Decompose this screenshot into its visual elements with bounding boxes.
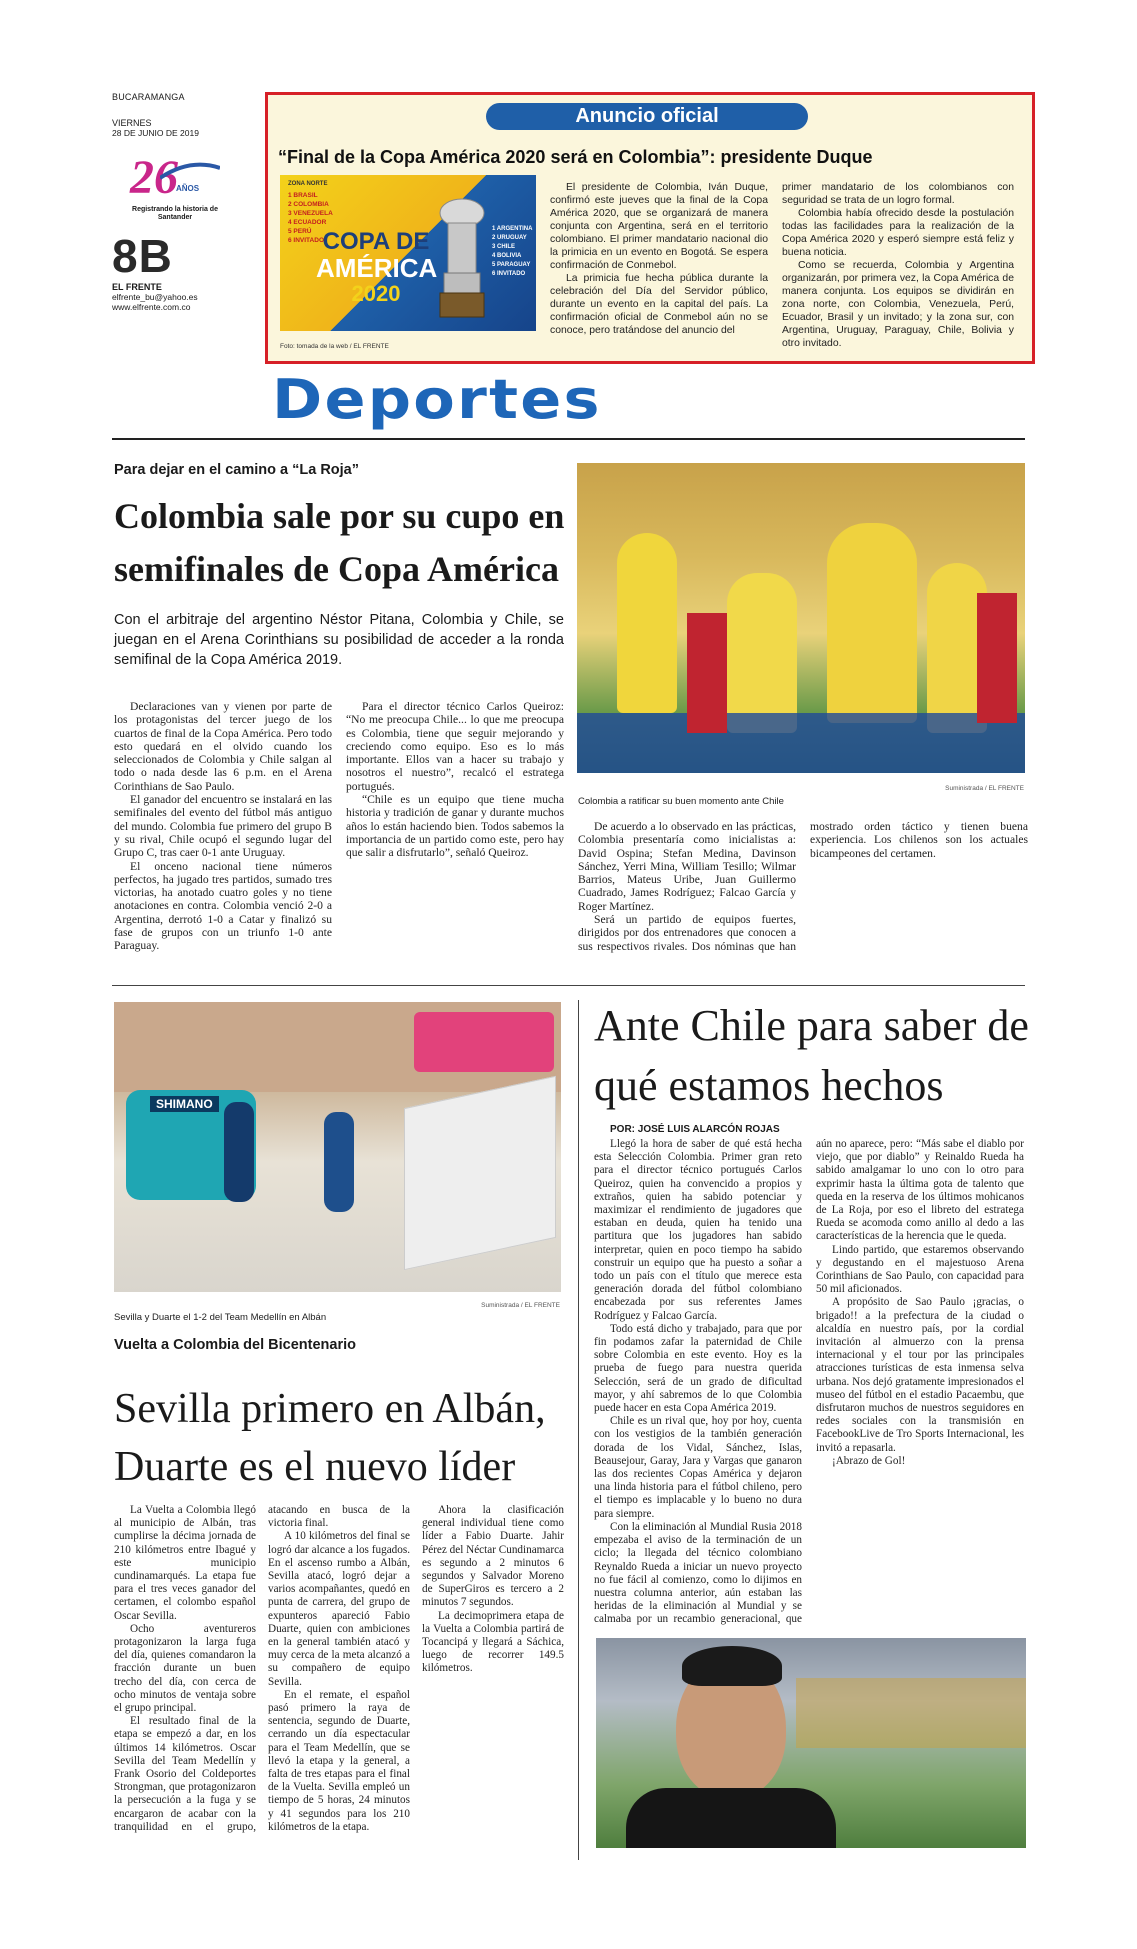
email: elfrente_bu@yahoo.es <box>112 292 198 302</box>
city: BUCARAMANGA <box>112 92 185 102</box>
logo-years: AÑOS <box>176 184 200 193</box>
article3-body: Llegó la hora de saber de qué está hecha esta Selección Colombia. Primer gran reto para el director técnico portugués Carlos Queiroz, quien ha convencido a propios y extraños, quien ha sabido potenciar y maximizar el rendimiento de jugadores que estaban en deuda, quien ha tenido una partitura que los jugadores han sabido interpretar, quien en poco tiempo ha sabido construir un equipo que ha puesto a soñar a todo un país con el título que merece esta generación dorada del fútbol colombiano encabezada por sus referentes James Rodríguez y Falcao García. Todo está dicho y trabajado, para que por fin podamos zafar la paternidad de Chile sobre Colombia en este evento. Hoy es la prueba de fuego para nuestra querida Selección, será de un grado de dificultad mayor, y ahí sabremos de lo que Colombia puede hacer en esta Copa América 2019. Chile es un rival que, hoy por hoy, cuenta con los vestigios de la también generación dorada de los Vidal, Sánchez, Islas, Beausejour, Garay, Jara y Vargas que ganaron las dos recientes Copas América y dejaron una linda historia para el fútbol chileno, pero el tiempo es implacable y lo bueno no dura para siempre. Con la eliminación al Mundial Rusia 2018 empezaba el aviso de la terminación de un ciclo; la llegada del técnico colombiano Reynaldo Rueda a iniciar un nuevo proyecto no fue fácil al comienzo, como lo dijimos en nuestra columna anterior, aún estaban las heridas de la eliminación al Mundial y se calmaba por un recambio generacional, que aún no aparece, pero: “Más sabe el diablo por viejo, que por diablo” y Reinaldo Rueda ha sabido amalgamar lo uno con lo otro para exprimir hasta la última gota de talento que queda en la reserva de los últimos mohicanos de La Roja, por eso el libreto del estratega Rueda se acomoda como anillo al dedo a las características de la herencia que le queda. Lindo partido, que estaremos observando y degustando en el majestuoso Arena Corinthians de Sao Paulo, con capacidad para 50 mil aficionados. A propósito de Sao Paulo ¡gracias, o brigado!! a la prefectura de la ciudad o alcaldía en nuestro país, por la cordial invitación al almuerzo con la prensa internacional y el tour por las principales atracciones turísticas de esta inmensa selva urbana. Nos dejó gratamente impresionados el museo del fútbol en el estadio Pacaembu, que disfrutaron muchos de nuestros seguidores en redes sociales con la transmisión en FacebookLive de Tro Sports Internacional, les invitó a repasarla. ¡Abrazo de Gol! <box>594 1138 1024 1626</box>
article1-headline: Colombia sale por su cupo en semifinales de Copa América <box>114 496 565 589</box>
announcement-col-2: primer mandatario de los colombianos con seguridad se trata de un logro formal. Colombia había ofrecido desde la postulación todas las facilidades para la realización de la Copa América 2020 y esperó siempre está feliz y buena noticia. Como se recuerda, Colombia y Argentina organizarán, por primera vez, la Copa América de manera conjunta. Los equipos se dividirán en zona norte, con Colombia, Venezuela, Perú, Ecuador, Brasil y un invitado; y la zona sur, con Argentina, Uruguay, Paraguay, Chile, Bolivia y otro invitado. <box>782 182 1014 349</box>
colombia-team-photo <box>577 463 1025 773</box>
anniversary-logo <box>130 151 220 224</box>
announcement-col-1: El presidente de Colombia, Iván Duque, confirmó este jueves que la final de la Copa América 2020, que se organizará de manera conjunta con Argentina, será en el territorio colombiano. El primer mandatario nacional dio la primicia en un evento en Bogotá. Se espera confirmación de Conmebol. La primicia fue hecha pública durante la celebración del Día del Servidor público, durante un evento en la capital del país. La confirmación oficial de Conmebol aún no se conoce, pero tratándose del anuncio del <box>550 182 768 336</box>
announcement-label: Anuncio oficial <box>486 103 808 130</box>
promo-right-list: 1 ARGENTINA 2 URUGUAY 3 CHILE 4 BOLIVIA 5 PARAGUAY 6 INVITADO <box>492 226 533 277</box>
section-divider <box>112 438 1025 440</box>
mid-divider <box>112 985 1025 986</box>
article1-kicker: Para dejar en el camino a “La Roja” <box>114 462 359 478</box>
article3-byline: POR: JOSÉ LUIS ALARCÓN ROJAS <box>610 1124 780 1135</box>
article3-headline: Ante Chile para saber de qué estamos hechos <box>594 1001 1029 1110</box>
website: www.elfrente.com.co <box>112 302 191 312</box>
column-divider <box>578 1000 579 1860</box>
masthead <box>112 92 242 412</box>
car-brand: SHIMANO <box>150 1096 219 1112</box>
announcement-headline: “Final de la Copa América 2020 será en Colombia”: presidente Duque <box>278 147 873 167</box>
logo-tagline: Registrando la historia de Santander <box>132 206 218 221</box>
cycling-photo <box>114 1002 561 1292</box>
article1-body-right: De acuerdo a lo observado en las prácticas, Colombia presentaría como inicialistas a: David Ospina; Stefan Medina, Davinson Sánchez, Yerri Mina, William Tesillo; Wilmar Barrios, Mateus Uribe, Juan Guillermo Cuadrado, James Rodríguez; Falcao García y Roger Martínez. Será un partido de equipos fuertes, dirigidos por dos entrenadores que conocen a sus respectivos rivales. Dos nóminas que han mostrado orden táctico y tienen buena experiencia. Los chilenos son los actuales bicampeones del certamen. <box>578 820 1028 953</box>
article1-photo-caption: Colombia a ratificar su buen momento ante Chile <box>578 796 784 807</box>
article2-photo-credit: Suministrada / EL FRENTE <box>481 1302 560 1309</box>
announcement-photo-credit: Foto: tomada de la web / EL FRENTE <box>280 343 389 350</box>
date: 28 DE JUNIO DE 2019 <box>112 128 199 138</box>
promo-zone-label: ZONA NORTE <box>288 181 328 187</box>
article2-photo-caption: Sevilla y Duarte el 1-2 del Team Medellín en Albán <box>114 1312 327 1323</box>
article2-kicker: Vuelta a Colombia del Bicentenario <box>114 1337 356 1353</box>
copa-promo-image <box>280 175 536 331</box>
paper-name: EL FRENTE <box>112 282 162 292</box>
article1-photo-credit: Suministrada / EL FRENTE <box>945 785 1024 792</box>
logo-swoosh-icon <box>160 162 220 182</box>
author-portrait-photo <box>596 1638 1026 1848</box>
day: VIERNES <box>112 118 152 128</box>
article1-lead: Con el arbitraje del argentino Néstor Pitana, Colombia y Chile, se juegan en el Arena Corinthians su posibilidad de acceder a la ronda semifinal de la Copa América 2019. <box>114 612 564 668</box>
trophy-icon <box>430 193 494 323</box>
logo-number: 26 <box>130 151 178 204</box>
page-number: 8B <box>112 230 173 282</box>
section-title: Deportes <box>272 368 602 431</box>
article1-body-left: Declaraciones van y vienen por parte de los protagonistas del tercer juego de los cuartos de final de la Copa América. Pero todo esto quedará en el olvido cuando los seleccionados de Colombia y Chile salgan al todo o nada desde las 6 p.m. en el Arena Corinthians de Sao Paulo. El ganador del encuentro se instalará en las semifinales del evento del fútbol más antiguo del mundo. Colombia fue primero del grupo B y su rival, Chile ocupó el segundo lugar del Grupo C, tras caer 0-1 ante Uruguay. El onceno nacional tiene números perfectos, ha jugado tres partidos, sumado tres victorias, ha anotado cuatro goles y no tiene anotaciones en contra. Colombia venció 2-0 a Argentina, derrotó 1-0 a Catar y finalizó su fase de grupos con un triunfo 1-0 ante Paraguay. Para el director técnico Carlos Queiroz: “No me preocupa Chile... lo que me preocupa es Colombia, tiene que seguir mejorando y creciendo como equipo. Eso es lo más importante. Ellos van a hacer su trabajo y nosotros el nuestro”, recalcó el estratega portugués. “Chile es un equipo que tiene mucha historia y tradición de ganar y durante muchos años lo están haciendo bien. Todos sabemos la importancia de un partido como este, pero hay que salir a disfrutarlo”, señaló Queiroz. <box>114 700 564 953</box>
article2-body: La Vuelta a Colombia llegó al municipio de Albán, tras cumplirse la décima jornada de 210 kilómetros entre Ibagué y este municipio cundinamarqués. La etapa fue para el tres veces ganador del certamen, el colombo español Oscar Sevilla. Ocho aventureros protagonizaron la larga fuga del día, quienes comandaron la fracción durante un buen trecho del día, con cerca de ocho minutos de ventaja sobre el grupo principal. El resultado final de la etapa se empezó a dar, en los últimos 14 kilómetros. Oscar Sevilla del Team Medellín y Frank Osorio del Coldeportes Strongman, que protagonizaron la persecución a la fuga y se encargaron de acabar con la tranquilidad en el grupo, atacando en busca de la victoria final. A 10 kilómetros del final se logró dar alcance a los fugados. En el ascenso rumbo a Albán, Sevilla atacó, logró dejar a varios acompañantes, quedó en punta de carrera, del grupo de expunteros apareció Fabio Duarte, quien con ambiciones en la general también atacó y muy cerca de la meta alcanzó a su compañero de equipo Sevilla. En el remate, el español pasó primero la raya de sentencia, segundo de Duarte, cerrando un día espectacular para el Team Medellín, que se llevó la etapa y la general, a falta de tres etapas para el final de la Vuelta. Sevilla empleó un tiempo de 5 horas, 24 minutos y 41 segundos para los 210 kilómetros de la etapa. Ahora la clasificación general individual tiene como líder a Fabio Duarte. Jahir Pérez del Néctar Cundinamarca es segundo a 2 minutos 6 segundos y Salvador Moreno de SuperGiros es tercero a 2 minutos 7 segundos. La decimoprimera etapa de la Vuelta a Colombia partirá de Tocancipá y llegará a Sáchica, luego de recorrer 149.5 kilómetros. <box>114 1504 564 1833</box>
promo-left-list: 1 BRASIL 2 COLOMBIA 3 VENEZUELA 4 ECUADOR 5 PERÚ 6 INVITADO <box>288 192 333 244</box>
announcement-box <box>265 92 1035 364</box>
promo-title: COPA DE AMÉRICA 2020 <box>316 228 438 306</box>
article2-headline: Sevilla primero en Albán, Duarte es el nuevo líder <box>114 1386 546 1490</box>
